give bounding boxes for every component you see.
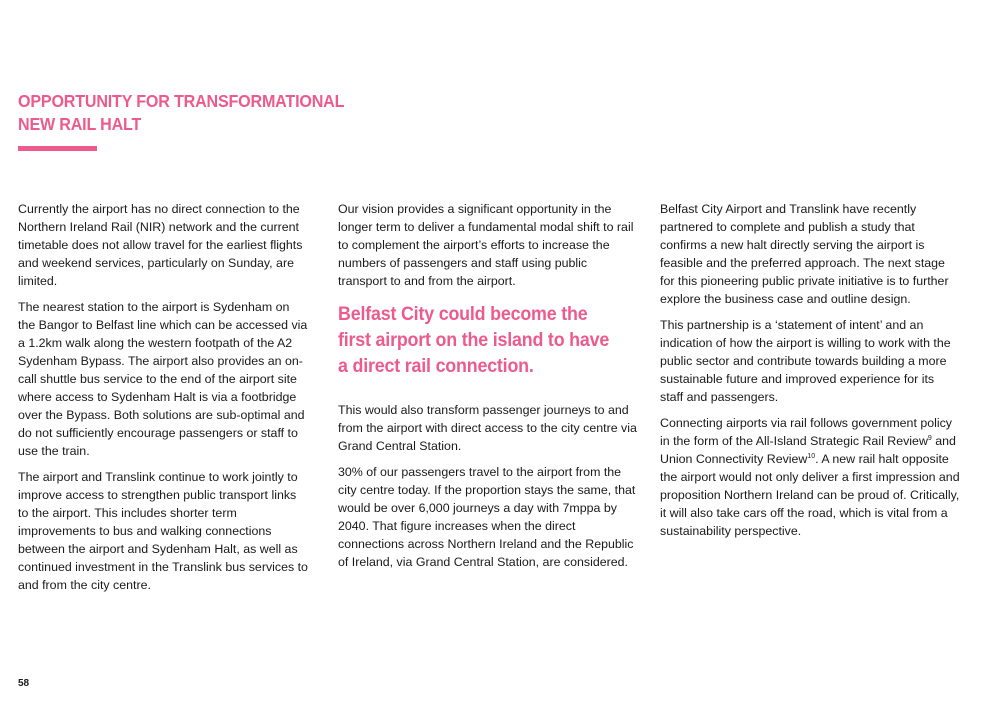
- paragraph: Our vision provides a significant opportunity in the longer term to deliver a fundamental modal shift to rail to complement the airport’s efforts to increase the numbers of passengers and staff using public transport to and from the airport.: [338, 202, 634, 288]
- page-number: 58: [18, 678, 30, 689]
- text-column-3: [660, 200, 960, 548]
- paragraph: The nearest station to the airport is Sydenham on the Bangor to Belfast line which can be accessed via a 1.2km walk along the western footpath of the A2 Sydenham Bypass. The airport also provides an on-call shuttle bus service to the end of the airport site where access to Sydenham Halt is via a footbridge over the Bypass. Both solutions are sub-optimal and do not sufficiently encourage passengers or staff to use the train.: [18, 300, 308, 458]
- paragraph-text: . A new rail halt opposite the airport would not only deliver a first impression and proposition Northern Ireland can be proud of. Critically, it will also take cars off the road, which is vital from a sustainability perspective.: [660, 452, 960, 538]
- paragraph: This partnership is a ‘statement of intent’ and an indication of how the airport is willing to work with the public sector and contribute towards building a more sustainable future and improved experience for its staff and passengers.: [660, 318, 951, 404]
- pull-quote-line: first airport on the island to have: [338, 330, 610, 351]
- heading-line-2: NEW RAIL HALT: [18, 114, 142, 134]
- paragraph: Belfast City Airport and Translink have recently partnered to complete and publish a study that confirms a new halt directly serving the airport is feasible and the preferred approach. The next stage for this pioneering public private initiative is to further explore the business case and outline design.: [660, 202, 949, 306]
- heading-line-1: OPPORTUNITY FOR TRANSFORMATIONAL: [18, 91, 345, 111]
- paragraph: The airport and Translink continue to work jointly to improve access to strengthen public transport links to the airport. This includes shorter term improvements to bus and walking connections between the airport and Sydenham Halt, as well as continued investment in the Translink bus services to and from the city centre.: [18, 470, 308, 592]
- paragraph: This would also transform passenger journeys to and from the airport with direct access to the city centre via Grand Central Station.: [338, 403, 637, 453]
- pull-quote: [338, 302, 617, 380]
- text-column-1: [18, 200, 308, 602]
- footnote-ref-9: 9: [927, 434, 932, 442]
- pull-quote-line: Belfast City could become the: [338, 304, 588, 325]
- paragraph: [660, 414, 960, 540]
- paragraph: 30% of our passengers travel to the airport from the city centre today. If the proportion stays the same, that would be over 6,000 journeys a day with 7mppa by 2040. That figure increases when the direct connections across Northern Ireland and the Republic of Ireland, via Grand Central Station, are considered.: [338, 465, 636, 569]
- text-column-2: [338, 200, 638, 579]
- paragraph: Currently the airport has no direct connection to the Northern Ireland Rail (NIR) network and the current timetable does not allow travel for the earliest flights and weekend services, particularly on Sunday, are limited.: [18, 202, 303, 288]
- heading-underline: [18, 146, 97, 151]
- paragraph-text: and Union Connectivity Review: [660, 434, 956, 466]
- pull-quote-line: a direct rail connection.: [338, 356, 534, 377]
- section-heading: [18, 90, 345, 136]
- footnote-ref-10: 10: [807, 452, 816, 460]
- paragraph-text: Connecting airports via rail follows government policy in the form of the All-Island Strategic Rail Review: [660, 416, 953, 448]
